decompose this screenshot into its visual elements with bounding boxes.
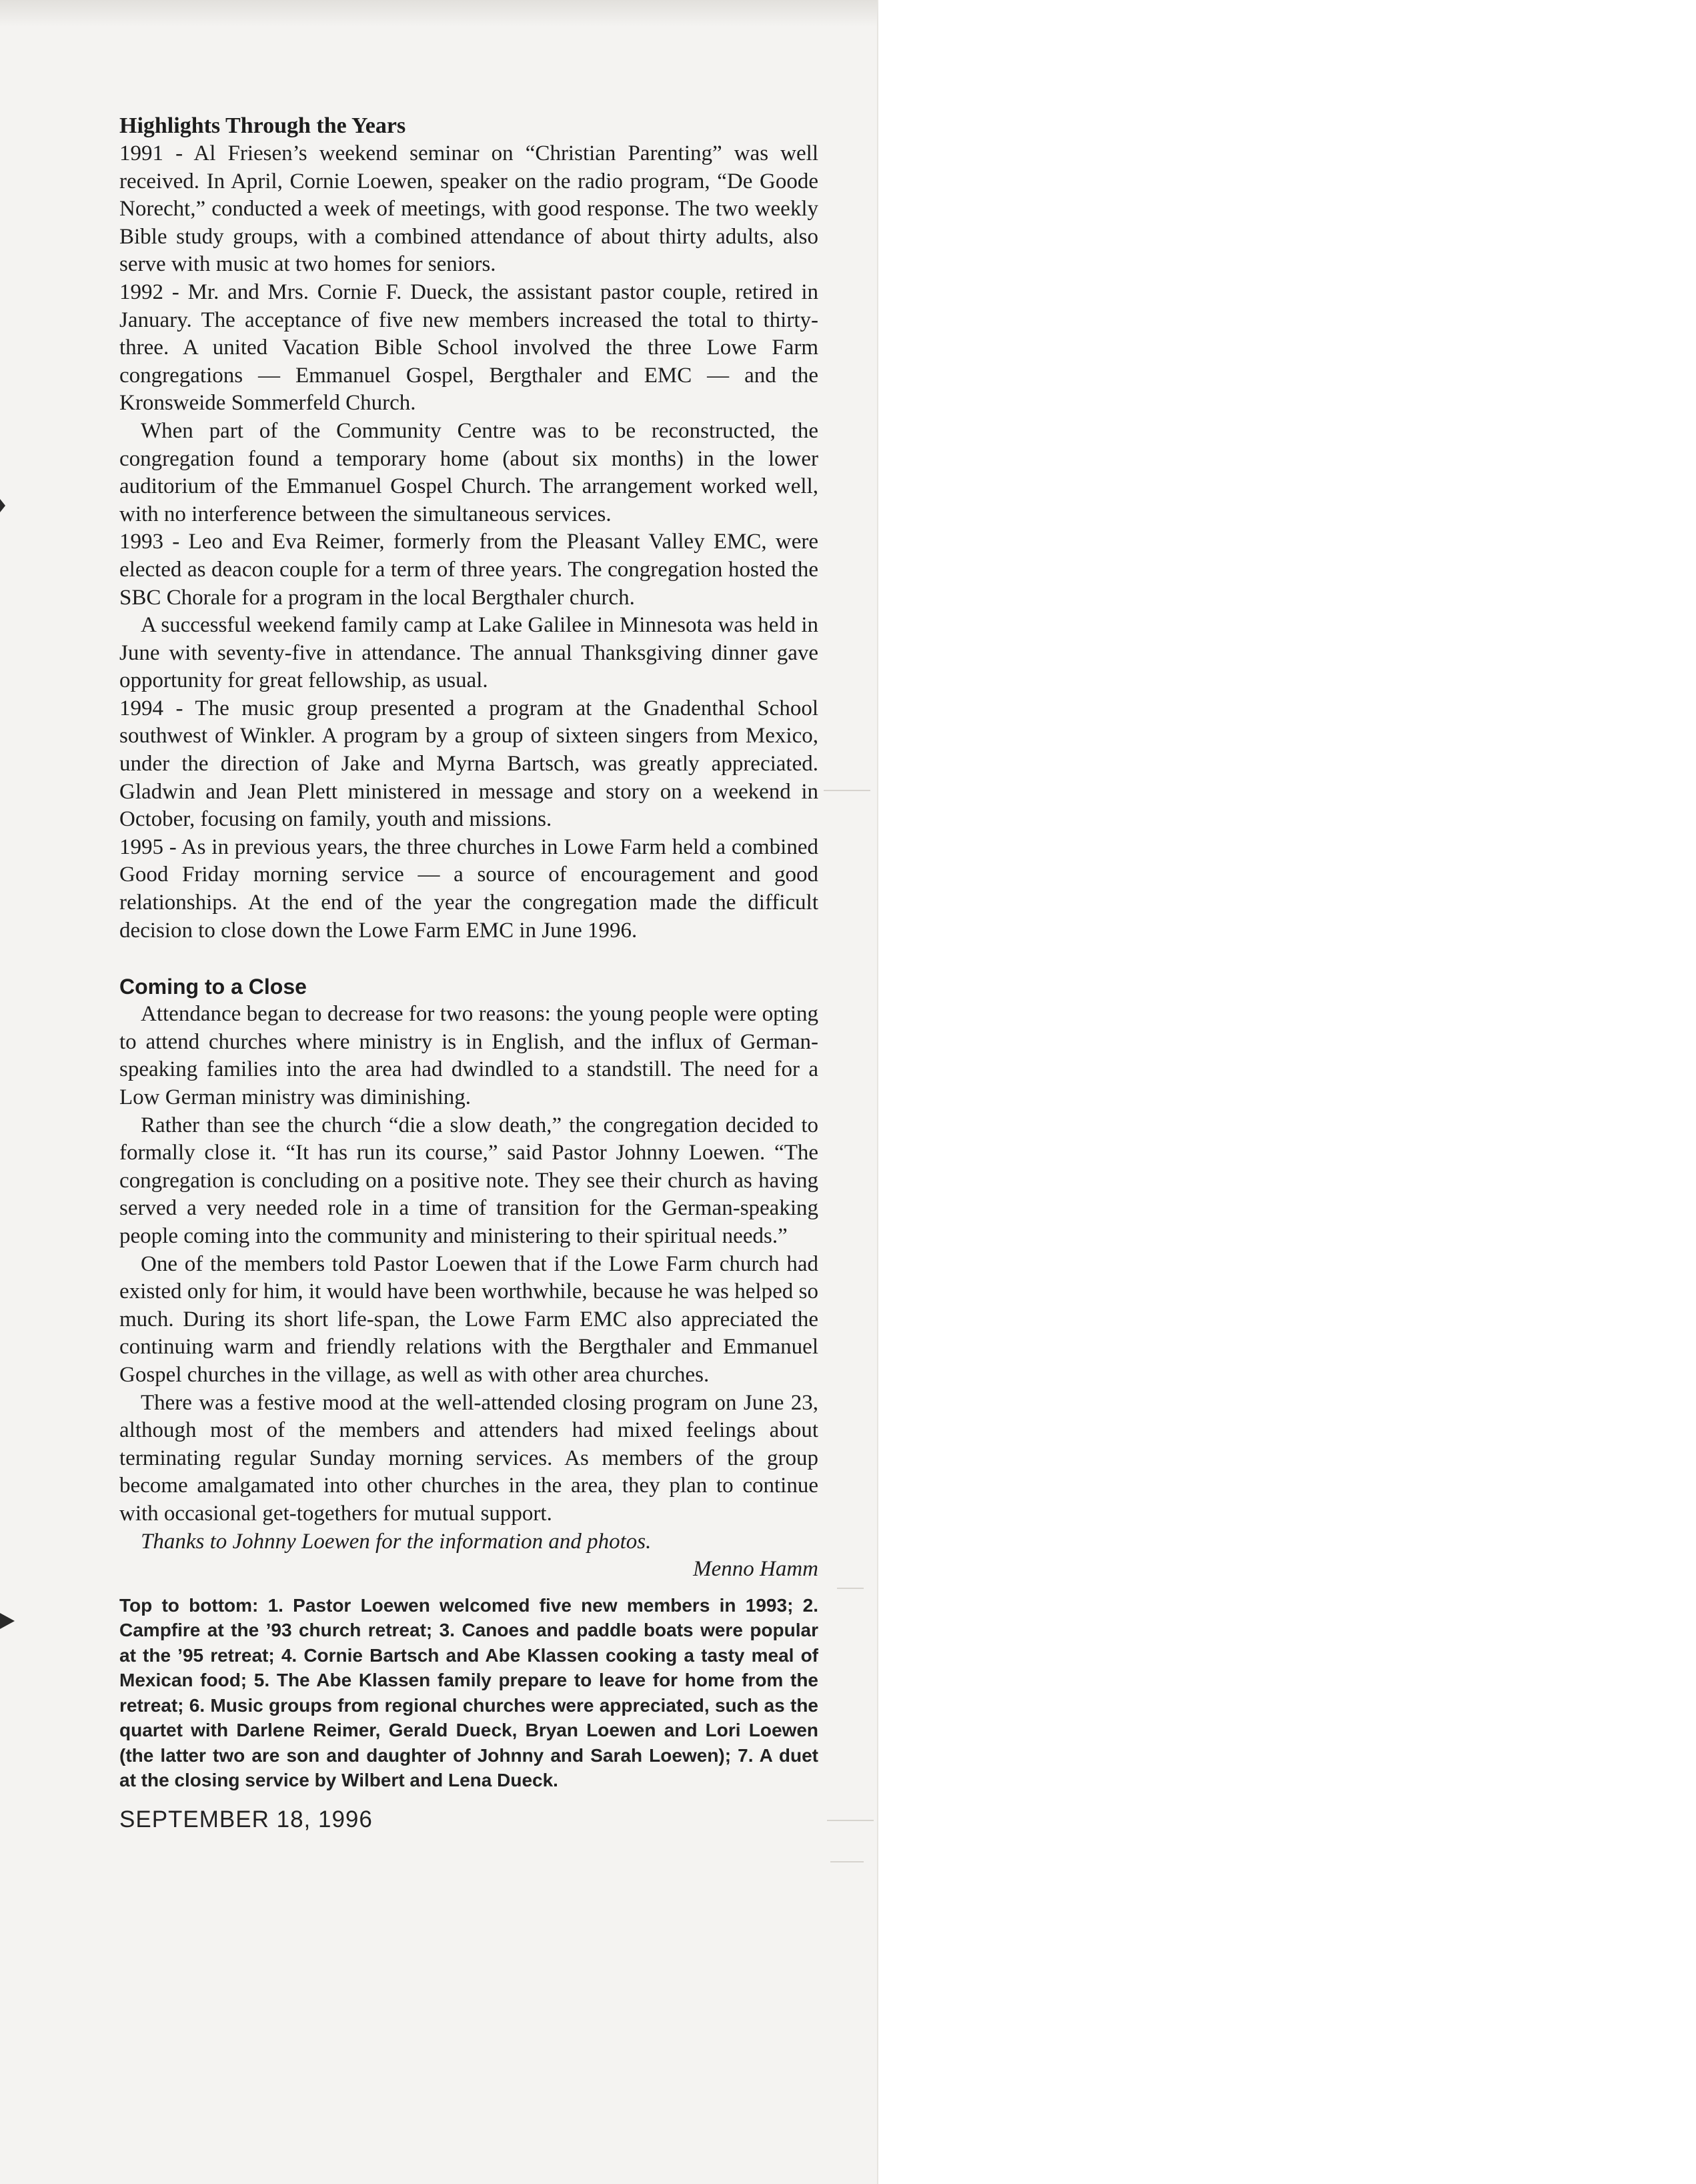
- closing-paragraph-4: There was a festive mood at the well-attended closing program on June 23, although most of the members and attenders had mixed feelings about terminating regular Sunday morning services. As members of the group become amalgamated into other churches in the area, they plan to continue with occasional get-togethers for mutual support.: [119, 1390, 818, 1526]
- issue-date: SEPTEMBER 18, 1996: [119, 1806, 373, 1832]
- photo-caption: Top to bottom: 1. Pastor Loewen welcomed five new members in 1993; 2. Campfire at the ’93 church retreat; 3. Canoes and paddle boats were popular at the ’95 retreat; 4. Cornie Bartsch and Abe Klassen cooking a tasty meal of Mexican food; 5. The Abe Klassen family prepare to leave for home from the retreat; 6. Music groups from regional churches were appreciated, such as the quartet with Darlene Reimer, Gerald Dueck, Bryan Loewen and Lori Loewen (the latter two are son and daughter of Johnny and Sarah Loewen); 7. A duet at the closing service by Wilbert and Lena Dueck.: [119, 1594, 818, 1791]
- highlights-1995: 1995 - As in previous years, the three churches in Lowe Farm held a combined Good Friday morning service — a source of encouragement and good relationships. At the end of the year the congregation made the difficult decision to close down the Lowe Farm EMC in June 1996.: [119, 835, 818, 943]
- highlights-heading: Highlights Through the Years: [119, 113, 406, 138]
- left-margin-arrow-mark-upper: [0, 499, 5, 512]
- highlights-1992: 1992 - Mr. and Mrs. Cornie F. Dueck, the assistant pastor couple, retired in January. The acceptance of five new members increased the total to thirty-three. A united Vacation Bible School involved the three Lowe Farm congregations — Emmanuel Gospel, Bergthaler and EMC — and the Kronsweide Sommerfeld Church.: [119, 280, 818, 416]
- article-column: [119, 112, 818, 1834]
- left-margin-arrow-mark-lower: [0, 1613, 15, 1629]
- right-edge-tick-1: [824, 790, 870, 791]
- right-edge-tick-3: [827, 1820, 874, 1821]
- closing-paragraph-3: One of the members told Pastor Loewen that if the Lowe Farm church had existed only for him, it would have been worthwhile, because he was helped so much. During its short life-span, the Lowe Farm EMC also appreciated the continuing warm and friendly relations with the Bergthaler and Emmanuel Gospel churches in the village, as well as with other area churches.: [119, 1251, 818, 1387]
- section-gap: [119, 945, 818, 973]
- closing-paragraph-2: Rather than see the church “die a slow death,” the congregation decided to formally close it. “It has run its course,” said Pastor Johnny Loewen. “The congregation is concluding on a positive note. They see their church as having served a very needed role in a time of transition for the German-speaking people coming into the community and ministering to their spiritual needs.”: [119, 1113, 818, 1248]
- photo-credit: Thanks to Johnny Loewen for the information and photos.: [141, 1529, 652, 1554]
- highlights-1993: 1993 - Leo and Eva Reimer, formerly from the Pleasant Valley EMC, were elected as deacon couple for a term of three years. The congregation hosted the SBC Chorale for a program in the local Bergthaler church.: [119, 530, 818, 610]
- right-edge-tick-4: [830, 1861, 864, 1862]
- closing-paragraph-1: Attendance began to decrease for two reasons: the young people were opting to attend churches where ministry is in English, and the influx of German-speaking families into the area had dwindled to a standstill. The need for a Low German ministry was diminishing.: [119, 1002, 818, 1109]
- author-byline: Menno Hamm: [693, 1557, 818, 1582]
- closing-heading: Coming to a Close: [119, 975, 307, 999]
- right-edge-tick-2: [837, 1588, 864, 1589]
- scan-shadow: [0, 0, 877, 27]
- highlights-1991: 1991 - Al Friesen’s weekend seminar on “Christian Parenting” was well received. In April, Cornie Loewen, speaker on the radio program, “De Goode Norecht,” conducted a week of meetings, with good response. The two weekly Bible study groups, with a combined attendance of about thirty adults, also serve with music at two homes for seniors.: [119, 141, 818, 277]
- highlights-1993-continued: A successful weekend family camp at Lake Galilee in Minnesota was held in June with seventy-five in attendance. The annual Thanksgiving dinner gave opportunity for great fellowship, as usual.: [119, 613, 818, 693]
- highlights-1994: 1994 - The music group presented a program at the Gnadenthal School southwest of Winkler. A program by a group of sixteen singers from Mexico, under the direction of Jake and Myrna Bartsch, was greatly appreciated. Gladwin and Jean Plett ministered in message and story on a weekend in October, focusing on family, youth and missions.: [119, 696, 818, 832]
- highlights-1992-continued: When part of the Community Centre was to be reconstructed, the congregation found a temporary home (about six months) in the lower auditorium of the Emmanuel Gospel Church. The arrangement worked well, with no interference between the simultaneous services.: [119, 418, 818, 526]
